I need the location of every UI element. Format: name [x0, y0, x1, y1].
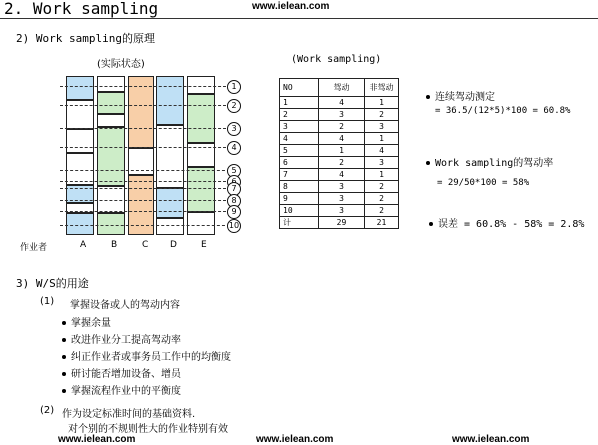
cell-non-operating: 4	[365, 145, 399, 157]
sampling-line	[60, 211, 226, 212]
bullet-icon	[62, 389, 66, 393]
worker-label-a: A	[80, 240, 87, 250]
work-state-block	[187, 94, 215, 143]
sample-mark-10: 10	[227, 219, 241, 233]
worker-axis-label: 作业者	[20, 243, 48, 253]
cell-operating: 2	[319, 157, 365, 169]
work-state-block	[97, 213, 125, 235]
cell-operating: 3	[319, 181, 365, 193]
cell-operating: 3	[319, 205, 365, 217]
cell-non-operating: 2	[365, 109, 399, 121]
work-state-block	[97, 127, 125, 186]
use-1-number: (1)	[40, 296, 55, 307]
worker-label-d: D	[170, 240, 177, 250]
diagram-caption: (实际状态)	[97, 59, 145, 70]
note-continuous-calc: = 36.5/(12*5)*100 = 60.8%	[435, 106, 571, 116]
table-row	[280, 205, 399, 217]
sample-mark-9: 9	[227, 205, 241, 219]
work-state-block	[128, 175, 154, 235]
use-2-number: (2)	[40, 405, 55, 416]
use-1-item	[62, 348, 231, 363]
table-row	[280, 109, 399, 121]
work-state-block	[97, 92, 125, 114]
header-operating: 驾动	[319, 79, 365, 97]
cell-no: 8	[280, 181, 319, 193]
sample-mark-4: 4	[227, 141, 241, 155]
sampling-line	[60, 200, 226, 201]
cell-no: 7	[280, 169, 319, 181]
idle-state-block	[187, 212, 215, 235]
bullet-icon	[62, 355, 66, 359]
cell-non-operating: 1	[365, 133, 399, 145]
footer-url-2: www.ielean.com	[256, 434, 334, 445]
idle-state-block	[97, 114, 125, 127]
sampling-line	[60, 128, 226, 129]
bullet-icon	[62, 321, 66, 325]
cell-total-non-operating: 21	[365, 217, 399, 229]
idle-state-block	[156, 218, 184, 235]
use-1-item-text: 掌握余量	[71, 318, 111, 329]
sample-mark-3: 3	[227, 122, 241, 136]
cell-operating: 3	[319, 193, 365, 205]
bullet-icon	[62, 372, 66, 376]
cell-operating: 4	[319, 97, 365, 109]
table-row	[280, 181, 399, 193]
cell-no: 9	[280, 193, 319, 205]
use-2-line-2: 对个别的不规则性大的作业特别有效	[68, 424, 228, 435]
note-ws-label	[426, 154, 553, 169]
cell-no: 6	[280, 157, 319, 169]
sampling-line	[60, 105, 226, 106]
cell-operating: 4	[319, 169, 365, 181]
sampling-line	[60, 86, 226, 87]
cell-total-operating: 29	[319, 217, 365, 229]
cell-non-operating: 2	[365, 181, 399, 193]
use-1-item	[62, 331, 181, 346]
bullet-icon	[62, 338, 66, 342]
table-caption: (Work sampling)	[291, 54, 382, 65]
table-row	[280, 157, 399, 169]
table-row	[280, 169, 399, 181]
cell-operating: 4	[319, 133, 365, 145]
cell-non-operating: 1	[365, 97, 399, 109]
table-total-row	[280, 217, 399, 229]
cell-no: 4	[280, 133, 319, 145]
site-url-header: www.ielean.com	[252, 1, 330, 12]
footer-url-3: www.ielean.com	[452, 434, 530, 445]
table-row	[280, 133, 399, 145]
use-1-item-text: 掌握流程作业中的平衡度	[71, 386, 181, 397]
cell-no: 1	[280, 97, 319, 109]
header-non-operating: 非驾动	[365, 79, 399, 97]
cell-non-operating: 2	[365, 205, 399, 217]
use-1-item-text: 改进作业分工提高驾动率	[71, 335, 181, 346]
header-no: NO	[280, 79, 319, 97]
work-state-block	[156, 188, 184, 218]
use-1-item-text: 研讨能否增加设备、增员	[71, 369, 181, 380]
section-uses-heading: 3) W/S的用途	[16, 277, 89, 290]
use-1-item	[62, 314, 111, 329]
work-state-block	[187, 167, 215, 212]
idle-state-block	[97, 76, 125, 92]
idle-state-block	[66, 129, 94, 153]
use-1-item-text: 纠正作业者或事务员工作中的均衡度	[71, 352, 231, 363]
idle-state-block	[156, 125, 184, 188]
work-sampling-table	[279, 78, 399, 229]
sampling-line	[60, 188, 226, 189]
sample-mark-1: 1	[227, 80, 241, 94]
table-row	[280, 97, 399, 109]
cell-no: 3	[280, 121, 319, 133]
note-error	[429, 215, 584, 230]
bullet-icon	[429, 222, 433, 226]
bullet-icon	[426, 95, 430, 99]
worker-label-e: E	[201, 240, 207, 250]
cell-non-operating: 1	[365, 169, 399, 181]
page-title: 2. Work sampling	[4, 0, 159, 18]
idle-state-block	[187, 76, 215, 94]
sampling-line	[60, 225, 230, 226]
note-continuous-label	[426, 88, 495, 103]
table-row	[280, 121, 399, 133]
cell-no: 2	[280, 109, 319, 121]
bullet-icon	[426, 161, 430, 165]
worker-label-c: C	[142, 240, 149, 250]
note-error-text: 误差 = 60.8% - 58% = 2.8%	[438, 219, 585, 230]
sample-mark-2: 2	[227, 99, 241, 113]
footer-url-1: www.ielean.com	[58, 434, 136, 445]
cell-non-operating: 3	[365, 121, 399, 133]
use-1-text: 掌握设备或人的驾动内容	[70, 300, 180, 311]
sampling-line	[60, 147, 226, 148]
worker-label-b: B	[111, 240, 118, 250]
cell-operating: 3	[319, 109, 365, 121]
cell-non-operating: 3	[365, 157, 399, 169]
table-row	[280, 145, 399, 157]
cell-operating: 2	[319, 121, 365, 133]
work-state-block	[66, 76, 94, 100]
sample-mark-5: 5	[227, 164, 241, 178]
work-state-block	[66, 213, 94, 235]
use-2-line-1: 作为设定标准时间的基础资料.	[62, 409, 196, 420]
use-1-item	[62, 382, 181, 397]
note-ws-text: Work sampling的驾动率	[435, 158, 554, 169]
note-continuous-text: 连续驾动测定	[435, 92, 495, 103]
table-row	[280, 193, 399, 205]
cell-operating: 1	[319, 145, 365, 157]
sample-mark-8: 8	[227, 194, 241, 208]
cell-non-operating: 2	[365, 193, 399, 205]
cell-no: 10	[280, 205, 319, 217]
cell-total-label: 计	[280, 217, 319, 229]
use-1-item	[62, 365, 181, 380]
sampling-line	[60, 170, 230, 171]
work-state-block	[156, 76, 184, 125]
sampling-line	[60, 181, 226, 182]
note-ws-calc: = 29/50*100 = 58%	[437, 178, 530, 188]
cell-no: 5	[280, 145, 319, 157]
sample-mark-7: 7	[227, 182, 241, 196]
section-principle-heading: 2) Work sampling的原理	[16, 32, 155, 45]
table-header-row	[280, 79, 399, 97]
